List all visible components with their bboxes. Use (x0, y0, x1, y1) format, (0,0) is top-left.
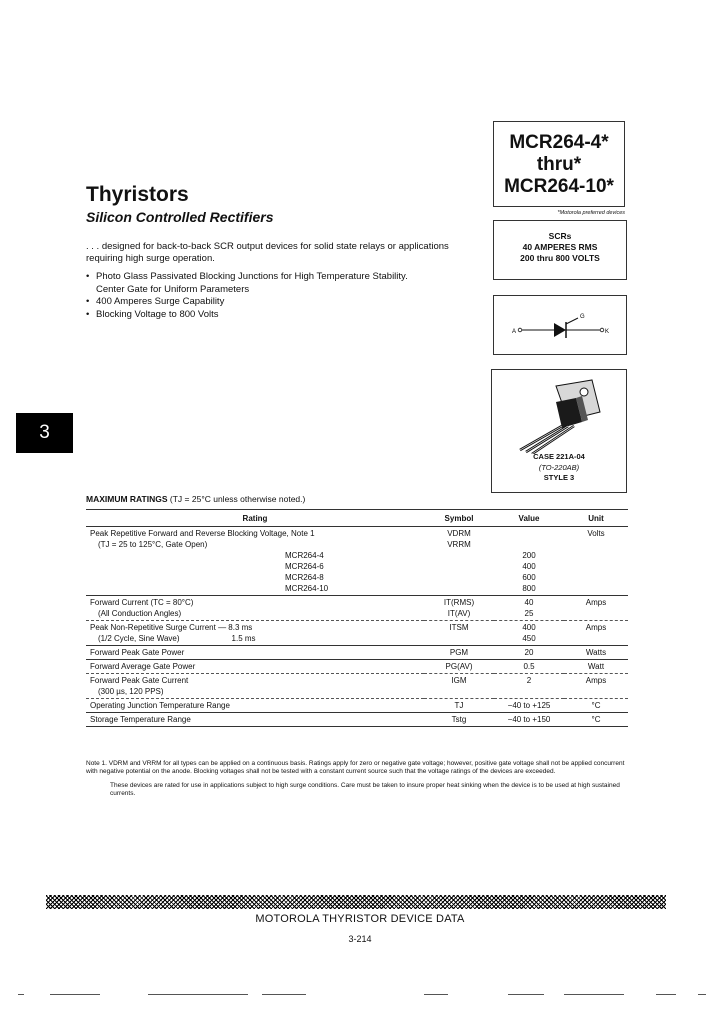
feature-text: Blocking Voltage to 800 Volts (96, 308, 219, 320)
unit-text: °C (564, 713, 628, 727)
feature-list (86, 271, 486, 321)
list-item (86, 296, 486, 309)
table-row (86, 596, 628, 621)
rating-label: Operating Junction Temperature Range (86, 699, 424, 713)
ratings-table (86, 509, 628, 727)
preferred-devices-note: *Motorola preferred devices (557, 210, 625, 216)
rating-label: Forward Peak Gate Current (90, 676, 189, 685)
section-tab: 3 (16, 413, 73, 453)
device-name: MCR264-6 (285, 562, 324, 571)
header-rating: Rating (86, 510, 424, 527)
page-title: Thyristors (86, 183, 189, 206)
symbol-text: IT(RMS) (443, 598, 475, 607)
value-text: −40 to +150 (494, 713, 564, 727)
value-text: 800 (522, 584, 536, 593)
part-number-box (493, 121, 625, 207)
symbol-text: Tstg (424, 713, 494, 727)
device-list (285, 550, 420, 594)
table-row (86, 527, 628, 596)
device-name: MCR264-10 (285, 584, 329, 593)
symbol-text: ITSM (424, 621, 494, 646)
table-row (86, 713, 628, 727)
cathode-label: K (605, 329, 610, 335)
table-row (86, 699, 628, 713)
part-number-line3: MCR264-10* (504, 176, 614, 197)
feature-text: Center Gate for Uniform Parameters (96, 283, 250, 295)
value-text: 20 (494, 646, 564, 660)
unit-text: Amps (564, 621, 628, 646)
unit-text: Watt (564, 660, 628, 674)
part-number-line1: MCR264-4* (509, 132, 609, 153)
page-subtitle: Silicon Controlled Rectifiers (86, 209, 274, 225)
to220-package-icon (492, 370, 626, 454)
package-outline: (TO-220AB) (538, 462, 580, 472)
package-style: STYLE 3 (543, 473, 575, 482)
table-row (86, 674, 628, 699)
scr-symbol-box (493, 295, 627, 355)
gate-label: G (580, 314, 585, 320)
scan-mark (50, 994, 100, 995)
value-text: 40 (524, 598, 534, 607)
value-text: 0.5 (494, 660, 564, 674)
package-caption (491, 452, 627, 484)
table-header-row (86, 510, 628, 527)
max-ratings-title: MAXIMUM RATINGS (86, 494, 168, 504)
unit-text: Amps (564, 596, 628, 621)
unit-text: Amps (564, 674, 628, 699)
header-value: Value (494, 510, 564, 527)
table-row (86, 646, 628, 660)
rating-label: Forward Current (TC = 80°C) (90, 598, 194, 607)
value-text: 400 (522, 623, 536, 632)
scan-mark (148, 994, 248, 995)
value-text: 25 (524, 609, 534, 618)
rating-condition: (TJ = 25 to 125°C, Gate Open) (98, 540, 208, 549)
spec-line2: 40 AMPERES RMS (522, 242, 598, 252)
value-text: 200 (522, 551, 536, 560)
scan-mark (564, 994, 624, 995)
header-symbol: Symbol (424, 510, 494, 527)
scan-mark (424, 994, 448, 995)
footer-hatch-bar (46, 895, 666, 909)
footer-title: MOTOROLA THYRISTOR DEVICE DATA (255, 913, 465, 925)
scan-mark (656, 994, 676, 995)
max-ratings-condition: (TJ = 25°C unless otherwise noted.) (169, 494, 306, 504)
unit-text: Watts (564, 646, 628, 660)
list-item (86, 271, 486, 296)
spec-line1: SCRs (548, 231, 572, 241)
feature-text: 400 Amperes Surge Capability (96, 296, 225, 307)
symbol-text: PGM (424, 646, 494, 660)
package-case: CASE 221A-04 (533, 452, 585, 461)
rating-label: Forward Average Gate Power (86, 660, 424, 674)
table-row (86, 660, 628, 674)
note-1: Note 1. VDRM and VRRM for all types can be applied on a continuous basis. Ratings apply for zero or negative gate voltage; however, positive gate voltage shall not be applied concurrent with negative potential on the anode. Blocking voltages shall not be tested with a constant current source such that the voltage ratings of the devices are exceeded. (86, 760, 625, 776)
scan-mark (508, 994, 544, 995)
symbol-text: TJ (424, 699, 494, 713)
page-number: 3-214 (348, 934, 372, 944)
list-item (86, 309, 486, 322)
rating-label: Storage Temperature Range (86, 713, 424, 727)
symbol-text: PG(AV) (424, 660, 494, 674)
scr-symbol-icon (494, 296, 626, 354)
symbol-text: VRRM (447, 540, 471, 549)
value-text: 450 (522, 634, 536, 643)
value-text: −40 to +125 (494, 699, 564, 713)
scan-mark (262, 994, 306, 995)
symbol-text: IGM (424, 674, 494, 699)
spec-summary-box (493, 220, 627, 280)
feature-text: Photo Glass Passivated Blocking Junctions for High Temperature Stability. (96, 271, 408, 282)
spec-line3: 200 thru 800 VOLTS (520, 253, 600, 263)
description: . . . designed for back-to-back SCR output devices for solid state relays or applications requiring high surge operation. (86, 241, 449, 264)
rating-label: Peak Non-Repetitive Surge Current — 8.3 ms (90, 623, 253, 632)
device-name: MCR264-8 (285, 573, 324, 582)
rating-label: Peak Repetitive Forward and Reverse Blocking Voltage, Note 1 (90, 529, 315, 538)
rating-condition-2: 1.5 ms (231, 634, 256, 643)
value-text: 600 (522, 573, 536, 582)
scan-mark (698, 994, 706, 995)
note-2: These devices are rated for use in applications subject to high surge conditions. Care must be taken to insure proper heat sinking when the device is to be used at high sustained currents. (110, 781, 620, 798)
part-number-line2: thru* (536, 154, 582, 175)
rating-condition: (300 µs, 120 PPS) (98, 687, 164, 696)
rating-label: Forward Peak Gate Power (86, 646, 424, 660)
rating-condition: (All Conduction Angles) (98, 609, 182, 618)
header-unit: Unit (564, 510, 628, 527)
rating-condition: (1/2 Cycle, Sine Wave) (98, 634, 180, 643)
symbol-text: IT(AV) (447, 609, 471, 618)
device-name: MCR264-4 (285, 551, 324, 560)
value-text: 2 (494, 674, 564, 699)
scan-mark (18, 994, 24, 995)
max-ratings-heading (86, 494, 305, 504)
anode-label: A (512, 329, 517, 335)
unit-text: Volts (587, 529, 605, 538)
notes (86, 760, 626, 804)
table-row (86, 621, 628, 646)
unit-text: °C (564, 699, 628, 713)
symbol-text: VDRM (447, 529, 471, 538)
value-text: 400 (522, 562, 536, 571)
